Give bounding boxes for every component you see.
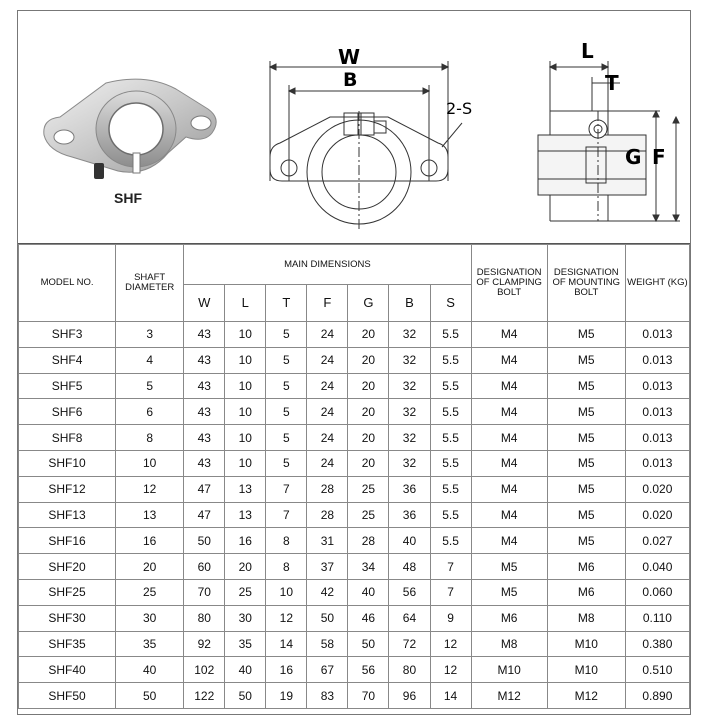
table-cell: 16 bbox=[116, 528, 184, 554]
table-cell: 47 bbox=[184, 476, 225, 502]
table-cell: 50 bbox=[225, 683, 266, 709]
table-cell: 0.020 bbox=[625, 476, 689, 502]
subheader-cell: B bbox=[389, 285, 430, 322]
table-cell: SHF5 bbox=[19, 373, 116, 399]
table-cell: 0.040 bbox=[625, 554, 689, 580]
table-cell: 8 bbox=[266, 528, 307, 554]
table-cell: 14 bbox=[266, 631, 307, 657]
table-cell: 43 bbox=[184, 399, 225, 425]
table-cell: M4 bbox=[471, 347, 547, 373]
table-cell: 28 bbox=[307, 502, 348, 528]
table-cell: 5 bbox=[266, 450, 307, 476]
table-cell: 5.5 bbox=[430, 399, 471, 425]
table-cell: 40 bbox=[116, 657, 184, 683]
table-cell: 43 bbox=[184, 322, 225, 348]
table-row bbox=[19, 683, 690, 709]
table-cell: 80 bbox=[389, 657, 430, 683]
table-cell: 40 bbox=[348, 579, 389, 605]
table-cell: 64 bbox=[389, 605, 430, 631]
table-cell: 0.890 bbox=[625, 683, 689, 709]
product-caption: SHF bbox=[114, 190, 142, 206]
table-cell: 0.013 bbox=[625, 399, 689, 425]
table-cell: SHF50 bbox=[19, 683, 116, 709]
table-cell: M5 bbox=[547, 502, 625, 528]
table-cell: 10 bbox=[225, 399, 266, 425]
dimensions-table bbox=[18, 244, 690, 709]
table-cell: 10 bbox=[266, 579, 307, 605]
table-cell: SHF12 bbox=[19, 476, 116, 502]
table-cell: M12 bbox=[471, 683, 547, 709]
table-cell: 7 bbox=[430, 554, 471, 580]
table-row bbox=[19, 605, 690, 631]
table-cell: 92 bbox=[184, 631, 225, 657]
table-cell: M5 bbox=[547, 450, 625, 476]
table-cell: 20 bbox=[116, 554, 184, 580]
table-cell: 5.5 bbox=[430, 502, 471, 528]
table-cell: 0.013 bbox=[625, 425, 689, 451]
table-cell: 10 bbox=[225, 450, 266, 476]
table-row bbox=[19, 322, 690, 348]
table-cell: 60 bbox=[184, 554, 225, 580]
table-cell: M6 bbox=[547, 554, 625, 580]
table-cell: 36 bbox=[389, 502, 430, 528]
table-row bbox=[19, 373, 690, 399]
table-cell: 5.5 bbox=[430, 450, 471, 476]
table-cell: 43 bbox=[184, 425, 225, 451]
table-cell: 43 bbox=[184, 373, 225, 399]
dim-label-t: T bbox=[605, 71, 619, 95]
table-cell: 24 bbox=[307, 347, 348, 373]
table-cell: 19 bbox=[266, 683, 307, 709]
table-cell: 32 bbox=[389, 450, 430, 476]
table-cell: 43 bbox=[184, 347, 225, 373]
table-cell: 72 bbox=[389, 631, 430, 657]
table-cell: M4 bbox=[471, 399, 547, 425]
table-body bbox=[19, 322, 690, 709]
table-row bbox=[19, 399, 690, 425]
subheader-cell: L bbox=[225, 285, 266, 322]
table-cell: SHF3 bbox=[19, 322, 116, 348]
table-cell: 47 bbox=[184, 502, 225, 528]
table-cell: 16 bbox=[266, 657, 307, 683]
table-cell: 83 bbox=[307, 683, 348, 709]
table-cell: 80 bbox=[184, 605, 225, 631]
table-cell: M5 bbox=[547, 347, 625, 373]
table-cell: 10 bbox=[225, 347, 266, 373]
table-cell: 4 bbox=[116, 347, 184, 373]
table-cell: M5 bbox=[547, 528, 625, 554]
table-cell: M5 bbox=[547, 476, 625, 502]
table-cell: M6 bbox=[471, 605, 547, 631]
table-row bbox=[19, 502, 690, 528]
table-cell: 5 bbox=[266, 322, 307, 348]
drawing-panel bbox=[18, 11, 690, 244]
table-cell: 20 bbox=[348, 399, 389, 425]
table-cell: 122 bbox=[184, 683, 225, 709]
table-cell: 0.060 bbox=[625, 579, 689, 605]
table-cell: 36 bbox=[389, 476, 430, 502]
table-cell: SHF35 bbox=[19, 631, 116, 657]
header-mounting-bolt: DESIGNATION OF MOUNTING BOLT bbox=[547, 245, 625, 322]
table-cell: 50 bbox=[348, 631, 389, 657]
table-cell: 20 bbox=[348, 373, 389, 399]
header-shaft-diameter: SHAFT DIAMETER bbox=[116, 245, 184, 322]
table-cell: 5.5 bbox=[430, 425, 471, 451]
table-cell: 32 bbox=[389, 373, 430, 399]
table-cell: 7 bbox=[266, 476, 307, 502]
table-cell: SHF25 bbox=[19, 579, 116, 605]
table-cell: 13 bbox=[225, 502, 266, 528]
table-cell: SHF30 bbox=[19, 605, 116, 631]
table-row bbox=[19, 425, 690, 451]
table-cell: 48 bbox=[389, 554, 430, 580]
table-row bbox=[19, 450, 690, 476]
table-cell: 0.013 bbox=[625, 450, 689, 476]
table-row bbox=[19, 554, 690, 580]
table-row bbox=[19, 579, 690, 605]
table-cell: M10 bbox=[547, 631, 625, 657]
table-cell: 56 bbox=[348, 657, 389, 683]
table-cell: SHF4 bbox=[19, 347, 116, 373]
table-cell: 24 bbox=[307, 373, 348, 399]
table-cell: 24 bbox=[307, 450, 348, 476]
table-cell: 5.5 bbox=[430, 347, 471, 373]
table-cell: 9 bbox=[430, 605, 471, 631]
table-cell: 43 bbox=[184, 450, 225, 476]
subheader-cell: G bbox=[348, 285, 389, 322]
table-cell: M4 bbox=[471, 502, 547, 528]
table-cell: 13 bbox=[116, 502, 184, 528]
table-cell: M6 bbox=[547, 579, 625, 605]
table-cell: 5.5 bbox=[430, 528, 471, 554]
table-cell: 5 bbox=[116, 373, 184, 399]
table-cell: 42 bbox=[307, 579, 348, 605]
spec-sheet bbox=[17, 10, 691, 715]
table-cell: 58 bbox=[307, 631, 348, 657]
table-cell: 70 bbox=[184, 579, 225, 605]
table-cell: 0.020 bbox=[625, 502, 689, 528]
table-cell: 32 bbox=[389, 347, 430, 373]
table-cell: 37 bbox=[307, 554, 348, 580]
table-cell: M4 bbox=[471, 425, 547, 451]
table-cell: 50 bbox=[116, 683, 184, 709]
table-cell: M5 bbox=[547, 322, 625, 348]
table-cell: SHF10 bbox=[19, 450, 116, 476]
dim-label-g: G bbox=[625, 145, 642, 169]
table-cell: 10 bbox=[225, 322, 266, 348]
table-cell: 8 bbox=[266, 554, 307, 580]
table-row bbox=[19, 476, 690, 502]
table-cell: M10 bbox=[547, 657, 625, 683]
table-cell: 5.5 bbox=[430, 322, 471, 348]
table-cell: 32 bbox=[389, 322, 430, 348]
table-cell: 8 bbox=[116, 425, 184, 451]
table-cell: SHF8 bbox=[19, 425, 116, 451]
table-cell: 13 bbox=[225, 476, 266, 502]
table-cell: 25 bbox=[225, 579, 266, 605]
table-cell: 25 bbox=[348, 502, 389, 528]
table-cell: 0.013 bbox=[625, 373, 689, 399]
header-weight: WEIGHT (KG) bbox=[625, 245, 689, 322]
table-cell: 28 bbox=[307, 476, 348, 502]
table-cell: M5 bbox=[547, 373, 625, 399]
table-cell: 35 bbox=[225, 631, 266, 657]
table-cell: 5 bbox=[266, 399, 307, 425]
table-cell: 30 bbox=[225, 605, 266, 631]
table-cell: 12 bbox=[116, 476, 184, 502]
table-cell: M5 bbox=[471, 579, 547, 605]
table-cell: 46 bbox=[348, 605, 389, 631]
table-cell: 40 bbox=[225, 657, 266, 683]
table-cell: 30 bbox=[116, 605, 184, 631]
table-cell: M8 bbox=[471, 631, 547, 657]
table-cell: 31 bbox=[307, 528, 348, 554]
table-cell: 24 bbox=[307, 322, 348, 348]
table-cell: 25 bbox=[348, 476, 389, 502]
front-view-drawing bbox=[258, 51, 478, 231]
table-cell: 50 bbox=[184, 528, 225, 554]
subheader-cell: T bbox=[266, 285, 307, 322]
table-row bbox=[19, 631, 690, 657]
table-cell: 67 bbox=[307, 657, 348, 683]
table-cell: M12 bbox=[547, 683, 625, 709]
product-photo bbox=[36, 67, 221, 187]
subheader-cell: F bbox=[307, 285, 348, 322]
header-main-dimensions: MAIN DIMENSIONS bbox=[184, 245, 471, 285]
table-cell: 0.013 bbox=[625, 322, 689, 348]
table-cell: 24 bbox=[307, 425, 348, 451]
table-cell: 12 bbox=[430, 631, 471, 657]
table-cell: M4 bbox=[471, 450, 547, 476]
table-cell: M8 bbox=[547, 605, 625, 631]
table-row bbox=[19, 528, 690, 554]
table-cell: 5.5 bbox=[430, 476, 471, 502]
table-cell: M10 bbox=[471, 657, 547, 683]
table-cell: 20 bbox=[348, 450, 389, 476]
table-cell: 0.380 bbox=[625, 631, 689, 657]
table-cell: 20 bbox=[225, 554, 266, 580]
table-cell: 0.013 bbox=[625, 347, 689, 373]
table-cell: 20 bbox=[348, 347, 389, 373]
table-cell: 20 bbox=[348, 322, 389, 348]
table-cell: 5 bbox=[266, 347, 307, 373]
table-cell: 96 bbox=[389, 683, 430, 709]
table-cell: 34 bbox=[348, 554, 389, 580]
table-cell: 24 bbox=[307, 399, 348, 425]
dim-label-w: W bbox=[338, 45, 361, 69]
table-cell: 10 bbox=[225, 373, 266, 399]
table-cell: M4 bbox=[471, 528, 547, 554]
table-cell: M5 bbox=[547, 399, 625, 425]
table-cell: M5 bbox=[547, 425, 625, 451]
table-cell: 0.110 bbox=[625, 605, 689, 631]
table-cell: 6 bbox=[116, 399, 184, 425]
table-cell: 20 bbox=[348, 425, 389, 451]
dim-label-f: F bbox=[652, 145, 666, 169]
table-cell: 0.027 bbox=[625, 528, 689, 554]
table-cell: SHF20 bbox=[19, 554, 116, 580]
header-model: MODEL NO. bbox=[19, 245, 116, 322]
table-row bbox=[19, 347, 690, 373]
subheader-cell: S bbox=[430, 285, 471, 322]
table-cell: 12 bbox=[430, 657, 471, 683]
table-cell: 102 bbox=[184, 657, 225, 683]
table-cell: M5 bbox=[471, 554, 547, 580]
subheader-cell: W bbox=[184, 285, 225, 322]
table-cell: 25 bbox=[116, 579, 184, 605]
table-cell: 32 bbox=[389, 425, 430, 451]
table-cell: 50 bbox=[307, 605, 348, 631]
table-cell: 35 bbox=[116, 631, 184, 657]
table-cell: 5 bbox=[266, 373, 307, 399]
table-cell: 5.5 bbox=[430, 373, 471, 399]
table-cell: SHF16 bbox=[19, 528, 116, 554]
table-cell: 32 bbox=[389, 399, 430, 425]
table-cell: 16 bbox=[225, 528, 266, 554]
header-clamping-bolt: DESIGNATION OF CLAMPING BOLT bbox=[471, 245, 547, 322]
table-cell: 28 bbox=[348, 528, 389, 554]
table-cell: SHF13 bbox=[19, 502, 116, 528]
dim-label-l: L bbox=[581, 39, 594, 63]
table-cell: M4 bbox=[471, 373, 547, 399]
table-cell: 70 bbox=[348, 683, 389, 709]
table-cell: 3 bbox=[116, 322, 184, 348]
table-cell: 0.510 bbox=[625, 657, 689, 683]
table-cell: 7 bbox=[266, 502, 307, 528]
table-cell: 10 bbox=[116, 450, 184, 476]
table-cell: SHF40 bbox=[19, 657, 116, 683]
table-cell: 7 bbox=[430, 579, 471, 605]
table-cell: 12 bbox=[266, 605, 307, 631]
table-cell: 56 bbox=[389, 579, 430, 605]
table-cell: 40 bbox=[389, 528, 430, 554]
table-cell: 5 bbox=[266, 425, 307, 451]
table-cell: 14 bbox=[430, 683, 471, 709]
table-cell: SHF6 bbox=[19, 399, 116, 425]
dim-label-b: B bbox=[343, 69, 358, 91]
table-row bbox=[19, 657, 690, 683]
dim-label-holes: 2-S bbox=[446, 99, 473, 118]
table-cell: M4 bbox=[471, 322, 547, 348]
table-cell: M4 bbox=[471, 476, 547, 502]
table-cell: 10 bbox=[225, 425, 266, 451]
